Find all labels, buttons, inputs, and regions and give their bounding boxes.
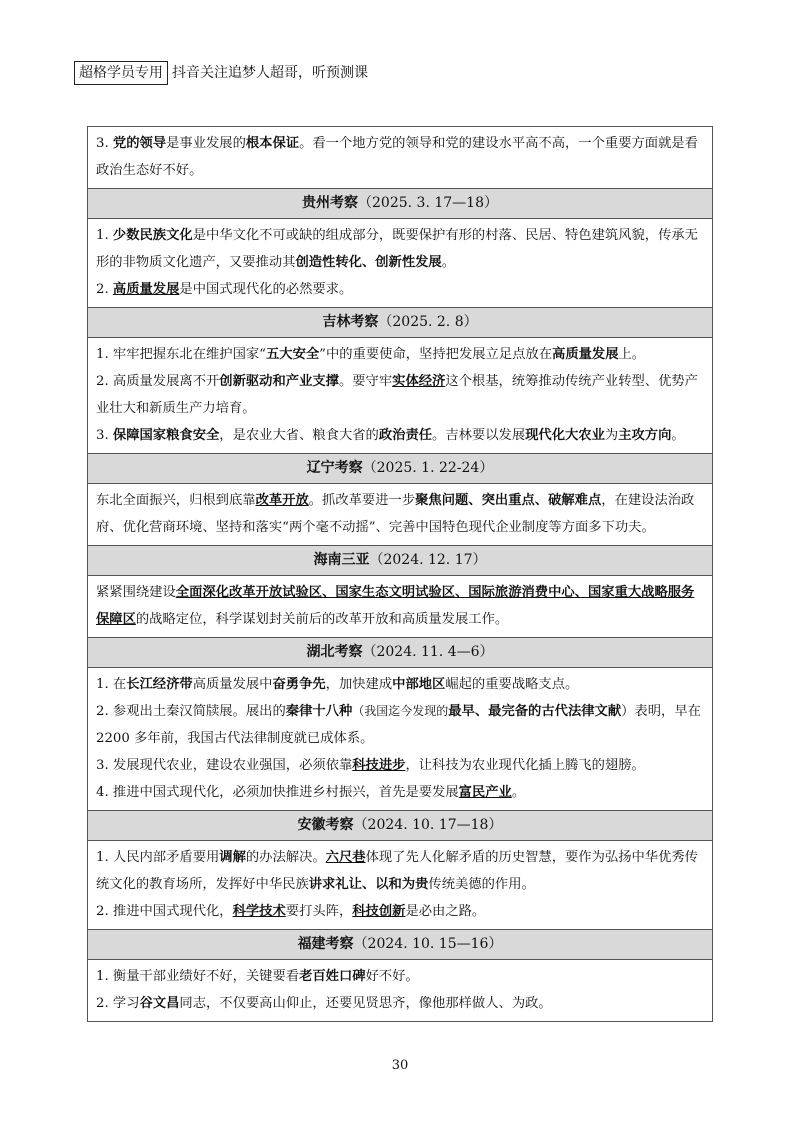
section-name: 吉林考察 (322, 314, 379, 330)
list-item (96, 698, 704, 752)
text-run: 。看一个地方党的领导和党的建设水平高不高，一个重要方面就是看政治生态好不好。 (96, 136, 698, 178)
list-item (96, 779, 704, 806)
text-run: 2. (96, 282, 113, 297)
keyword: 主攻方向 (618, 428, 672, 443)
text-run: 同志，不仅要高山仰止，还要见贤思齐，像他那样做人、为政。 (179, 996, 552, 1011)
text-run: ，是农业大省、粮食大省的 (219, 428, 379, 443)
text-run: 为 (604, 428, 619, 443)
header-badge: 超格学员专用 (74, 61, 168, 85)
keyword: 高质量发展 (112, 282, 180, 297)
section-name: 湖北考察 (306, 644, 363, 660)
list-item (96, 422, 704, 449)
keyword: 秦律十八种 (285, 704, 353, 719)
section-body-hubei (88, 667, 712, 810)
keyword: 党的领导 (112, 136, 167, 151)
text-run: 上。 (618, 347, 646, 362)
keyword: 创造性转化、创新性发展 (295, 255, 442, 270)
keyword: 少数民族文化 (112, 228, 193, 243)
text-run: 3. 发展现代农业，建设农业强国，必须依靠 (96, 758, 353, 773)
text-run: 是中华文化不可或缺的组成部分，既要保护有形的村落、民居、特色建筑风貌，传承无形的非物质文化遗产，又要推动其 (96, 228, 698, 270)
text-run: 这个根基，统筹推动传统产业转型、优势产业壮大和新质生产力培育。 (96, 374, 698, 416)
section-body-liaoning (88, 483, 712, 545)
keyword: 五大安全 (265, 347, 320, 362)
text-run: 崛起的重要战略支点。 (445, 677, 579, 692)
text-run: 2. 高质量发展离不开 (96, 374, 220, 389)
list-item (96, 487, 704, 541)
keyword: 聚焦问题、突出重点、破解难点 (415, 493, 602, 508)
text-run: 。抓改革要进一步 (308, 493, 416, 508)
section-name: 贵州考察 (302, 195, 359, 211)
section-body-hainan (88, 575, 712, 637)
keyword: 根本保证 (245, 136, 300, 151)
section-title-guizhou (88, 188, 712, 218)
keyword: 科技进步 (352, 758, 406, 773)
text-run: 的办法解决。 (245, 850, 326, 865)
list-item (96, 963, 704, 990)
section-date: （2024. 12. 17） (369, 552, 487, 568)
section-name: 辽宁考察 (306, 460, 363, 476)
keyword: 科学技术 (232, 904, 286, 919)
section-title-hubei (88, 637, 712, 667)
page-number: 30 (391, 1058, 409, 1073)
list-item (96, 276, 704, 303)
header-text: 抖音关注追梦人超哥，听预测课 (172, 65, 368, 81)
section-date: （2025. 1. 22-24） (362, 460, 494, 476)
section-date: （2025. 2. 8） (378, 314, 478, 330)
text-run: 。 (671, 428, 685, 443)
text-run: 1. 衡量干部业绩好不好，关键要看 (96, 969, 300, 984)
section-body-fujian (88, 959, 712, 1021)
text-run: 1. 在 (96, 677, 127, 692)
section-date: （2025. 3. 17—18） (358, 195, 498, 211)
text-run: 体现了先人化解矛盾的历史智慧，要作为弘扬中华优秀传统文化的教育场所，发挥好中华民族 (96, 850, 698, 892)
list-item (96, 990, 704, 1017)
section-title-anhui (88, 810, 712, 840)
list-item (96, 844, 704, 898)
text-run: 2. 学习 (96, 996, 140, 1011)
text-run: 1. 牢牢把握东北在维护国家“ (96, 347, 266, 362)
text-run: 是必由之路。 (405, 904, 486, 919)
text-run: 高质量发展中 (192, 677, 273, 692)
text-run: ，加快建成 (325, 677, 393, 692)
list-item (96, 579, 704, 633)
text-run: 。要守牢 (338, 374, 393, 389)
text-run: 1. (96, 228, 113, 243)
text-run: 3. (96, 428, 113, 443)
section-body-guizhou (88, 218, 712, 307)
keyword: 创新驱动和产业支撑 (219, 374, 339, 389)
keyword: 奋勇争先 (272, 677, 326, 692)
keyword: 科技创新 (352, 904, 406, 919)
text-run: 2. 推进中国式现代化， (96, 904, 233, 919)
keyword: 最早、最完备的古代法律文献 (448, 704, 622, 719)
page-header (74, 60, 368, 86)
text-run: （我国迄今发现的 (352, 704, 449, 718)
text-run: 好不好。 (365, 969, 419, 984)
section-name: 福建考察 (297, 936, 354, 952)
keyword: 调解 (219, 850, 246, 865)
keyword: 保障国家粮食安全 (112, 428, 220, 443)
section-title-jilin (88, 307, 712, 337)
text-run: ，在建设法治政府、优化营商环境、坚持和落实“两个毫不动摇”、完善中国特色现代企业制度等方面多下功夫。 (96, 493, 695, 535)
text-run: ）表明，早在 2200 多年前，我国古代法律制度就已成体系。 (96, 704, 701, 746)
text-run: ，让科技为农业现代化插上腾飞的翅膀。 (405, 758, 645, 773)
text-run: 是中国式现代化的必然要求。 (179, 282, 353, 297)
text-run: 4. 推进中国式现代化，必须加快推进乡村振兴，首先是要发展 (96, 785, 459, 800)
section-body-jilin (88, 337, 712, 453)
keyword: 讲求礼让、以和为贵 (308, 877, 429, 892)
section-name: 海南三亚 (313, 552, 370, 568)
inspection-summary-table (87, 126, 713, 1022)
section-date: （2024. 10. 15—16） (353, 936, 503, 952)
section-title-hainan (88, 545, 712, 575)
section-date: （2024. 10. 17—18） (353, 817, 503, 833)
list-item (96, 898, 704, 925)
text-run: 紧紧围绕建设 (96, 585, 176, 600)
list-item (96, 752, 704, 779)
text-run: 是事业发展的 (166, 136, 246, 151)
text-run: 要打头阵， (285, 904, 353, 919)
keyword: 长江经济带 (126, 677, 193, 692)
text-run: 1. 人民内部矛盾要用 (96, 850, 220, 865)
text-run: 3. (96, 136, 113, 151)
list-item (96, 222, 704, 276)
text-run: 的战略定位，科学谋划封关前后的改革开放和高质量发展工作。 (135, 612, 509, 627)
section-name: 安徽考察 (297, 817, 354, 833)
keyword: 六尺巷 (325, 850, 366, 865)
keyword: 老百姓口碑 (299, 969, 366, 984)
section-date: （2024. 11. 4—6） (362, 644, 494, 660)
keyword: 改革开放 (255, 493, 309, 508)
list-item (96, 130, 704, 184)
section-body-anhui (88, 840, 712, 929)
text-run: 。 (511, 785, 526, 800)
section-title-fujian (88, 929, 712, 959)
list-item (96, 368, 704, 422)
keyword: 全面深化改革开放试验区、国家生态文明试验区、国际旅游消费中心、国家重大战略服务保障区 (96, 585, 695, 627)
text-run: 2. 参观出土秦汉简牍展。展出的 (96, 704, 286, 719)
list-item (96, 341, 704, 368)
section-title-liaoning (88, 453, 712, 483)
keyword: 富民产业 (458, 785, 512, 800)
text-run: 。 (441, 255, 456, 270)
text-run: 传统美德的作用。 (428, 877, 535, 892)
keyword: 中部地区 (392, 677, 446, 692)
text-run: 东北全面振兴，归根到底靠 (96, 493, 256, 508)
keyword: 政治责任 (378, 428, 433, 443)
keyword: 现代化大农业 (525, 428, 605, 443)
text-run: ”中的重要使命，坚持把发展立足点放在 (319, 347, 553, 362)
keyword: 实体经济 (392, 374, 446, 389)
list-item (96, 671, 704, 698)
text-run: 。吉林要以发展 (432, 428, 526, 443)
keyword: 高质量发展 (552, 347, 619, 362)
keyword: 谷文昌 (139, 996, 180, 1011)
section-party-leadership-body (88, 127, 712, 188)
